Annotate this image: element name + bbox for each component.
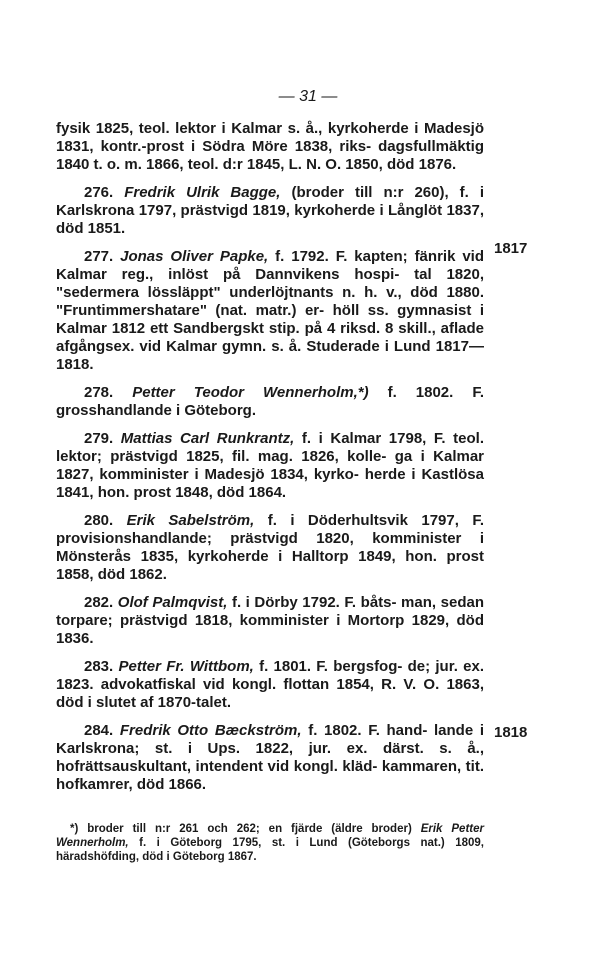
- footnote-prefix: *) broder till n:r 261 och 262; en fjärde (äldre broder): [70, 823, 421, 835]
- entry-277: [56, 248, 484, 374]
- entry-text: f. i Kalmar 1798, F. teol. lektor; prästvigd 1825, fil. mag. 1826, kolle- ga i Kalmar 1827, komminister i Madesjö 1834, kyrko- herde i Kastlösa 1841, hon. prost 1848, död 1864.: [56, 430, 485, 501]
- footnote-name: Erik Petter Wennerholm,: [56, 823, 484, 849]
- entry-number: 284.: [84, 722, 114, 739]
- entry-number: 276.: [84, 184, 114, 201]
- entry-284: [56, 722, 484, 794]
- entry-name: Mattias Carl Runkrantz,: [120, 430, 295, 447]
- entry-text: f. 1802. F. grosshandlande i Göteborg.: [56, 384, 484, 419]
- entry-name: Erik Sabelström,: [126, 512, 255, 529]
- entry-text: f. i Dörby 1792. F. båts- man, sedan torpare; prästvigd 1818, komminister i Mortorp 1829, död 1836.: [56, 594, 484, 647]
- entry-name: Fredrik Ulrik Bagge,: [124, 184, 281, 201]
- footnote: [56, 822, 484, 864]
- entry-text: f. i Döderhultsvik 1797, F. provisionshandlande; prästvigd 1820, komminister i Mönsterås 1835, kyrkoherde i Halltorp 1849, hon. prost 1858, död 1862.: [56, 512, 484, 583]
- margin-year: 1818: [494, 724, 528, 741]
- margin-year: 1817: [494, 240, 528, 257]
- entry-name: Olof Palmqvist,: [117, 594, 228, 611]
- entry-283: [56, 658, 484, 712]
- main-text: [56, 120, 484, 804]
- entry-text: (broder till n:r 260), f. i Karlskrona 1797, prästvigd 1819, kyrkoherde i Långlöt 1837, död 1851.: [56, 184, 485, 237]
- entry-name: Jonas Oliver Papke,: [120, 248, 269, 265]
- entry-279: [56, 430, 484, 502]
- page-number: — 31 —: [278, 88, 338, 105]
- entry-280: [56, 512, 484, 584]
- entry-text: fysik 1825, teol. lektor i Kalmar s. å., kyrkoherde i Madesjö 1831, kontr.-prost i Södra Möre 1838, riks- dagsfullmäktig 1840 t. o. m. 1866, teol. d:r 1845, L. N. O. 1850, död 1876.: [56, 120, 484, 173]
- entry-name: Fredrik Otto Bæckström,: [119, 722, 302, 739]
- entry-text: f. 1792. F. kapten; fänrik vid Kalmar reg., inlöst på Dannvikens hospi- tal 1820, "sedermera lössläppt" underlöjtnants n. h. v., död 1880. "Fruntimmershatare" (nat. matr.) er- höll ss. gymnasist i Kalmar 1812 ett Sandbergskt stip. på 4 riksd. 8 skill., aflade afgångsex. vid Kalmar gymn. s. å. Studerade i Lund 1817—1818.: [56, 248, 485, 373]
- entry-number: 283.: [84, 658, 114, 675]
- entry-name: Petter Fr. Wittbom,: [118, 658, 254, 675]
- entry-278: [56, 384, 484, 420]
- entry-number: 278.: [84, 384, 114, 401]
- footnote-text: f. i Göteborg 1795, st. i Lund (Göteborgs nat.) 1809, häradshöfding, död i Göteborg 1867.: [56, 837, 484, 863]
- entry-number: 282.: [84, 594, 114, 611]
- entry-number: 279.: [84, 430, 114, 447]
- entry-276: [56, 184, 484, 238]
- entry-number: 277.: [84, 248, 114, 265]
- entry-text: f. 1801. F. bergsfog- de; jur. ex. 1823. advokatfiskal vid kongl. flottan 1854, R. V. O. 1863, död i slutet af 1870-talet.: [56, 658, 484, 711]
- entry-number: 280.: [84, 512, 114, 529]
- entry-name: Petter Teodor Wennerholm,*): [132, 384, 369, 401]
- entry-paragraph: [56, 120, 484, 174]
- entry-text: f. 1802. F. hand- lande i Karlskrona; st. i Ups. 1822, jur. ex. därst. s. å., hofrättsauskultant, intendent vid kongl. kläd- kammaren, tit. hofkamrer, död 1866.: [56, 722, 484, 793]
- entry-282: [56, 594, 484, 648]
